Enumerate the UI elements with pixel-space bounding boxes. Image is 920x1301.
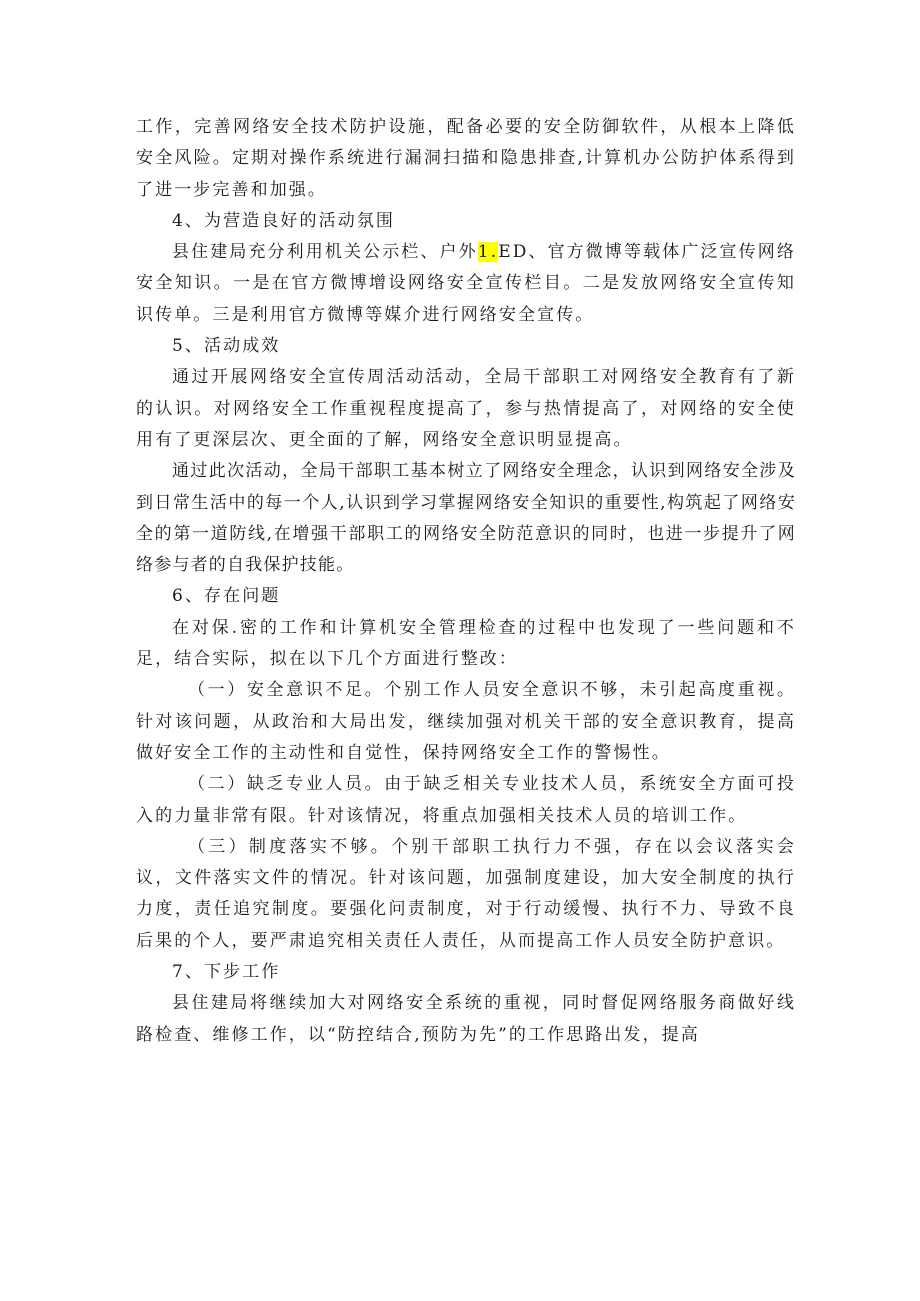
highlighted-text: 1.	[477, 242, 499, 263]
paragraph-intro: 工作，完善网络安全技术防护设施，配备必要的安全防御软件，从根本上降低安全风险。定期对操作系统进行漏洞扫描和隐患排查,计算机办公防护体系得到了进一步完善和加强。	[136, 117, 796, 200]
paragraph-section-6: 在对保.密的工作和计算机安全管理检查的过程中也发现了一些问题和不足，结合实际，拟在以下几个方面进行整改：	[136, 617, 796, 670]
paragraph-section-5a: 通过开展网络安全宣传周活动活动，全局干部职工对网络安全教育有了新的认识。对网络安全工作重视程度提高了，参与热情提高了，对网络的安全使用有了更深层次、更全面的了解，网络安全意识明显提高。	[136, 367, 796, 450]
heading-section-6: 6、存在问题	[172, 586, 281, 607]
paragraph-section-4-end: ED、官方微博等载体广泛宣传网络安全知识。一是在官方微博增设网络安全宣传栏目。二是发放网络安全宣传知识传单。三是利用官方微博等媒介进行网络安全宣传。	[136, 242, 796, 325]
heading-section-5: 5、活动成效	[172, 336, 281, 357]
document-body	[136, 112, 796, 1051]
heading-section-4: 4、为营造良好的活动氛围	[172, 210, 396, 231]
paragraph-section-4	[136, 237, 796, 331]
paragraph-section-6-item-2: （二）缺乏专业人员。由于缺乏相关专业技术人员，系统安全方面可投入的力量非常有限。针对该情况，将重点加强相关技术人员的培训工作。	[136, 774, 796, 826]
paragraph-section-6-item-1: （一）安全意识不足。个别工作人员安全意识不够，未引起高度重视。针对该问题，从政治和大局出发，继续加强对机关干部的安全意识教育，提高做好安全工作的主动性和自觉性，保持网络安全工作的警惕性。	[136, 680, 796, 763]
heading-section-7: 7、下步工作	[172, 962, 281, 983]
paragraph-section-6-item-3: （三）制度落实不够。个别干部职工执行力不强，存在以会议落实会议，文件落实文件的情况。针对该问题，加强制度建设，加大安全制度的执行力度，责任追究制度。要强化问责制度，对于行动缓慢、执行不力、导致不良后果的个人，要严肃追究相关责任人责任，从而提高工作人员安全防护意识。	[136, 836, 796, 951]
paragraph-section-5b: 通过此次活动，全局干部职工基本树立了网络安全理念，认识到网络安全涉及到日常生活中的每一个人,认识到学习掌握网络安全知识的重要性,构筑起了网络安全的第一道防线,在增强干部职工的网络安全防范意识的同时，也进一步提升了网络参与者的自我保护技能。	[136, 461, 796, 576]
paragraph-section-4-start: 县住建局充分利用机关公示栏、户外	[172, 242, 478, 263]
paragraph-section-7: 县住建局将继续加大对网络安全系统的重视，同时督促网络服务商做好线路检查、维修工作，以“防控结合,预防为先”的工作思路出发，提高	[136, 993, 796, 1045]
